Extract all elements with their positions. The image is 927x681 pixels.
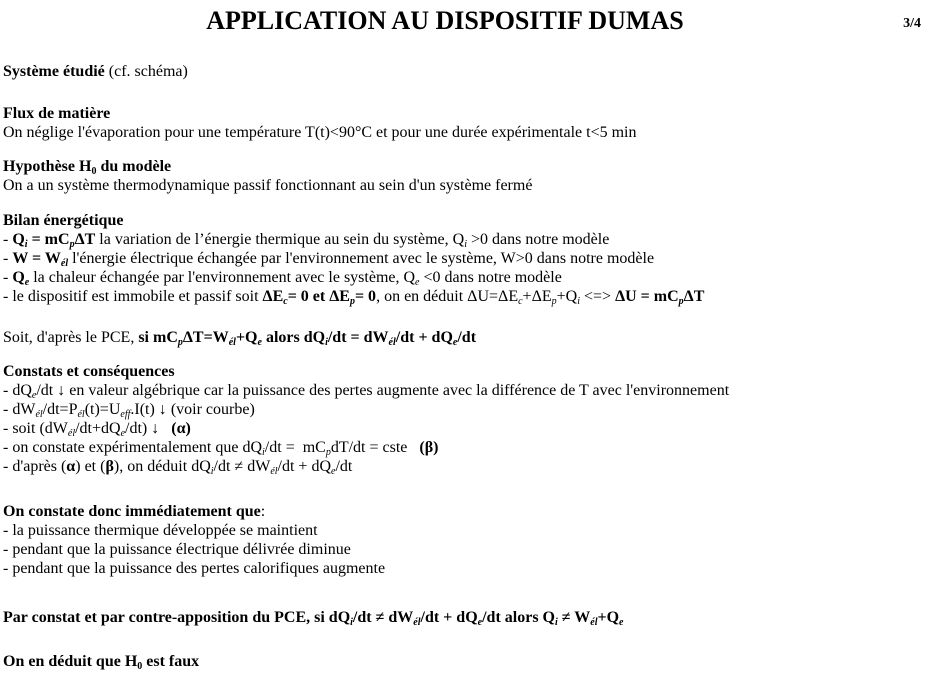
consequence-item-3: - pendant que la puissance des pertes calorifiques augmente — [3, 560, 386, 577]
flux-section — [3, 104, 637, 142]
bilan-line-2: - $W = W_{él}$ l'énergie électrique échangée par l'environnement avec le système, W>0 dans notre modèle — [3, 250, 655, 269]
bilan-line-1: - $Q_i = mC_p\Delta T$ la variation de l’énergie thermique au sein du système, $Q_i >0$ dans notre modèle — [3, 231, 610, 250]
hypothese-text: On a un système thermodynamique passif fonctionnant au sein d'un système fermé — [3, 177, 533, 194]
system-heading: Système étudié — [3, 63, 105, 80]
pce-line: Soit, d'après le PCE, si $mC_p\Delta T=W_{él}+Q_e$ alors $dQ_i/dt = dW_{él}/dt + dQ_e/dt$ — [3, 329, 477, 348]
consequence-item-1: - la puissance thermique développée se maintient — [3, 522, 318, 539]
constat-line-3: - soit $(dW_{él}/dt+dQ_e/dt)$ ↓ (α) — [3, 420, 191, 439]
bilan-heading: Bilan énergétique — [3, 212, 124, 229]
constat-line-4: - on constate expérimentalement que $dQ_i/dt = mC_pdT/dt$ = cste (β) — [3, 439, 439, 458]
constats-heading: Constats et conséquences — [3, 363, 175, 380]
bilan-line-4: - le dispositif est immobile et passif soit $\Delta E_c= 0$ et $\Delta E_p= 0$, on en déduit $\Delta U=\Delta E_c+\Delta E_p+Q_i$ <=> $\Delta U = mC_p\Delta T$ — [3, 288, 705, 307]
consequence-item-2: - pendant que la puissance électrique délivrée diminue — [3, 541, 351, 558]
constat-line-2: - $dW_{él}/dt=P_{él}(t)=U_{eff}.I(t)$ ↓ (voir courbe) — [3, 401, 255, 420]
contra-line: Par constat et par contre-apposition du PCE, si $dQ_i/dt \ne dW_{él}/dt + dQ_e/dt$ alors $Q_i \ne W_{él}+Q_e$ — [3, 609, 624, 628]
consequence-heading: On constate donc immédiatement que — [3, 503, 261, 520]
conclusion-line: On en déduit que $H_0$ est faux — [3, 653, 200, 672]
page-title: APPLICATION AU DISPOSITIF DUMAS — [206, 6, 684, 35]
hypothese-heading: Hypothèse $H_0$ du modèle — [3, 158, 172, 177]
bilan-section — [3, 211, 704, 306]
flux-heading: Flux de matière — [3, 105, 111, 122]
hypothese-section — [3, 157, 532, 195]
system-note: (cf. schéma) — [108, 63, 188, 80]
constat-line-1: - $dQ_e/dt$ ↓ en valeur algébrique car la puissance des pertes augmente avec la différence de T avec l'environnement — [3, 382, 730, 401]
flux-text: On néglige l'évaporation pour une température T(t)<90°C et pour une durée expérimentale t<5 min — [3, 124, 637, 141]
system-section — [3, 62, 188, 81]
constats-section — [3, 362, 729, 476]
constat-line-5: - d'après (α) et (β), on déduit $dQ_i/dt \ne dW_{él}/dt + dQ_e/dt$ — [3, 458, 353, 477]
consequence-section: On constate donc immédiatement que: - la puissance thermique développée se maintient - pendant que la puissance électrique délivrée diminue - pendant que la puissance des pertes calorifiques augmente — [3, 503, 386, 577]
page-number: 3/4 — [903, 16, 921, 31]
bilan-line-3: - $Q_e$ la chaleur échangée par l'environnement avec le système, $Q_e <0$ dans notre modèle — [3, 269, 562, 288]
